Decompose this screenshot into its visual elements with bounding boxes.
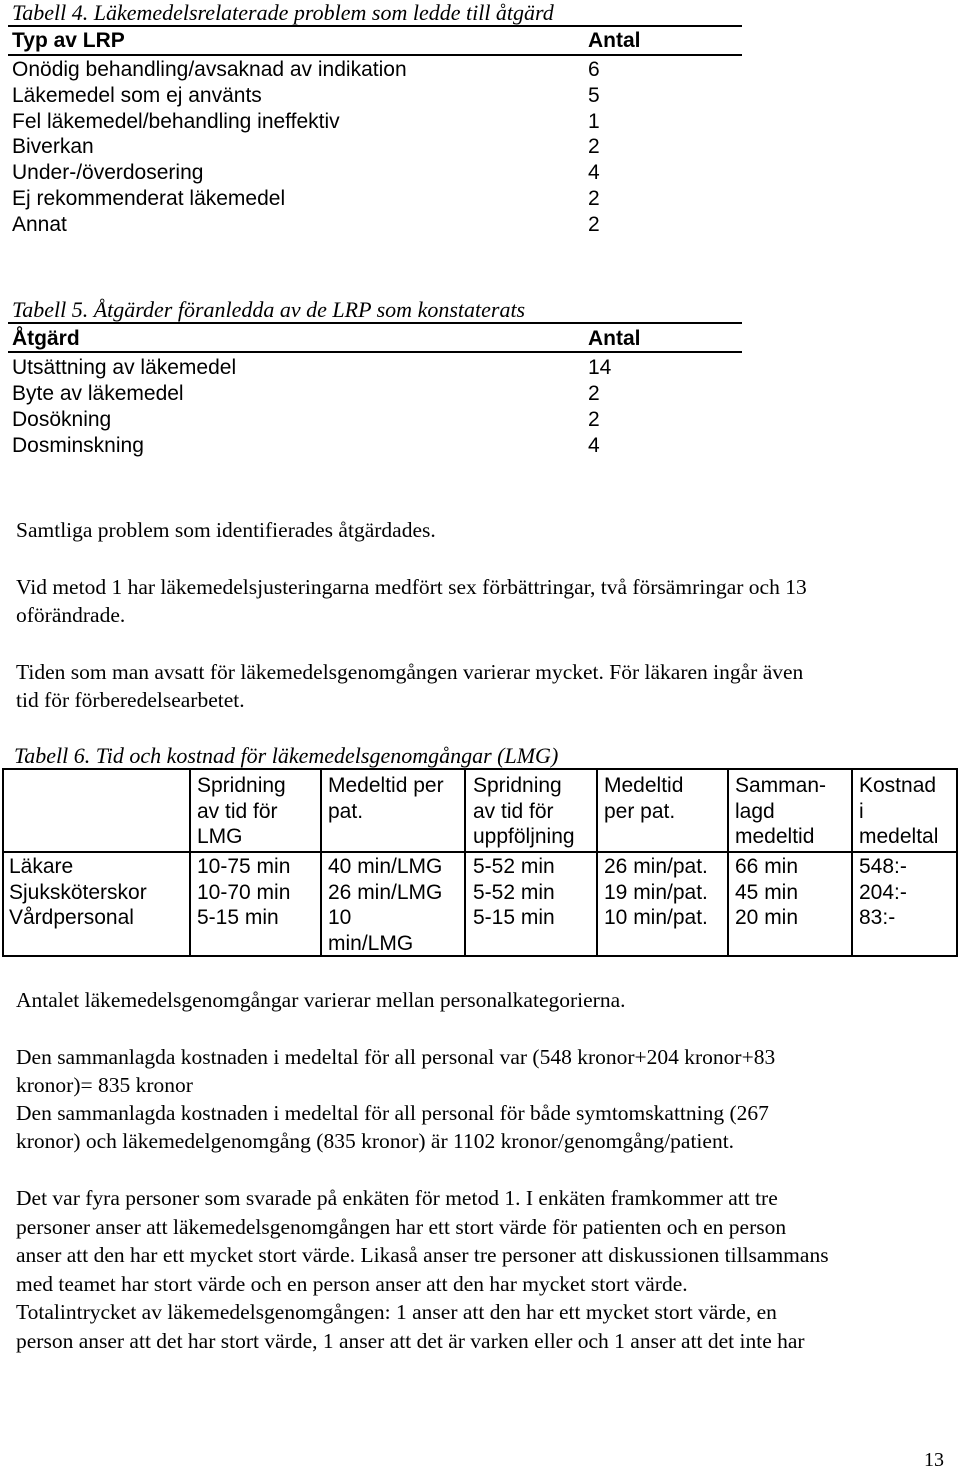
table6-bottom-border — [2, 955, 958, 957]
table4-row-value: 5 — [588, 84, 600, 107]
cell-value: 26 min/LMG — [328, 880, 443, 904]
paragraph-survey-line1: Det var fyra personer som svarade på enkäten för metod 1. I enkäten framkommer att tre — [16, 1186, 778, 1210]
role-label: Vårdpersonal — [9, 906, 134, 929]
table5-header-rule — [8, 351, 742, 353]
page-number: 13 — [924, 1449, 944, 1471]
paragraph-survey-line6: person anser att det har stort värde, 1 anser att det är varken eller och 1 anser att det inte har — [16, 1329, 805, 1353]
header-line: av tid för — [197, 799, 278, 823]
table4-top-rule — [8, 25, 742, 27]
table4-header-count: Antal — [588, 29, 641, 52]
table6-header-cell — [328, 773, 444, 824]
cell-value: 5-52 min — [473, 880, 555, 904]
table6-col-border — [727, 768, 729, 957]
header-line: Spridning — [473, 774, 562, 797]
cell-value: 5-15 min — [197, 906, 279, 929]
paragraph-survey-line4: med teamet har stort värde och en person anser att den har mycket stort värde. — [16, 1272, 688, 1296]
table4-row-label: Onödig behandling/avsaknad av indikation — [12, 58, 407, 81]
table4-row-value: 2 — [588, 213, 600, 236]
cell-value: 66 min — [735, 855, 799, 878]
table6-spread-lmg-cell — [197, 854, 290, 931]
table5-row-label: Dosminskning — [12, 434, 144, 457]
cell-value: 10 min/pat. — [604, 906, 708, 929]
cell-value: 10 — [328, 906, 352, 929]
table6-mean-cost-cell — [859, 854, 907, 931]
table6-roles-cell — [9, 854, 147, 931]
table4-row-value: 1 — [588, 110, 600, 133]
table5-row-value: 2 — [588, 382, 600, 405]
paragraph-survey-line2: personer anser att läkemedelsgenomgången har ett stort värde för patienten och en person — [16, 1215, 787, 1239]
table6-header-cell — [197, 773, 286, 850]
header-line: pat. — [328, 799, 364, 823]
paragraph-time-line1: Tiden som man avsatt för läkemedelsgenomgången varierar mycket. För läkaren ingår även — [16, 660, 804, 684]
table4-row-label: Annat — [12, 213, 67, 236]
table6-col-border — [851, 768, 853, 957]
paragraph-all-resolved: Samtliga problem som identifierades åtgärdades. — [16, 518, 436, 542]
cell-value: min/LMG — [328, 931, 414, 955]
table5-caption: Tabell 5. Åtgärder föranledda av de LRP som konstaterats — [12, 297, 526, 322]
paragraph-lmg-varies: Antalet läkemedelsgenomgångar varierar mellan personalkategorierna. — [16, 988, 626, 1012]
table4-row-value: 2 — [588, 187, 600, 210]
paragraph-cost-line2: kronor)= 835 kronor — [16, 1073, 193, 1097]
paragraph-method1-line1: Vid metod 1 har läkemedelsjusteringarna medfört sex förbättringar, två försämringar och 13 — [16, 575, 807, 599]
table4-row-value: 2 — [588, 135, 600, 158]
header-line: Spridning — [197, 774, 286, 797]
header-line: i — [859, 799, 864, 823]
table5-row-label: Utsättning av läkemedel — [12, 356, 237, 379]
header-line: Medeltid per — [328, 774, 444, 797]
cell-value: 5-52 min — [473, 855, 555, 878]
table6-col-border — [189, 768, 191, 957]
cell-value: 10-75 min — [197, 855, 291, 878]
table4-header-rule — [8, 54, 742, 56]
cell-value: 19 min/pat. — [604, 880, 708, 904]
cell-value: 10-70 min — [197, 880, 291, 904]
paragraph-survey-line5: Totalintrycket av läkemedelsgenomgången: 1 anser att den har ett mycket stort värde, en — [16, 1300, 777, 1324]
cell-value: 83:- — [859, 906, 896, 929]
paragraph-method1-line2: oförändrade. — [16, 603, 126, 627]
table6-col-border — [464, 768, 466, 957]
paragraph-cost-line1: Den sammanlagda kostnaden i medeltal för all personal var (548 kronor+204 kronor+83 — [16, 1045, 776, 1069]
table6-col-border — [956, 768, 958, 957]
header-line: per pat. — [604, 799, 676, 823]
table6-col-border — [320, 768, 322, 957]
table6-caption: Tabell 6. Tid och kostnad för läkemedelsgenomgångar (LMG) — [14, 743, 559, 768]
table5-row-value: 4 — [588, 434, 600, 457]
paragraph-survey-line3: anser att den har ett mycket stort värde. Likaså anser tre personer att diskussionen tillsammans — [16, 1243, 829, 1267]
table6-header-cell — [735, 773, 826, 850]
table4-row-label: Fel läkemedel/behandling ineffektiv — [12, 110, 340, 133]
table6-top-border — [2, 768, 958, 770]
role-label: Läkare — [9, 855, 74, 878]
table5-top-rule — [8, 322, 742, 324]
cell-value: 204:- — [859, 880, 907, 904]
table6-header-cell — [473, 773, 575, 850]
header-line: LMG — [197, 825, 243, 848]
table6-col-border — [596, 768, 598, 957]
paragraph-time-line2: tid för förberedelsearbetet. — [16, 688, 245, 712]
table4-row-label: Ej rekommenderat läkemedel — [12, 187, 286, 210]
table6-col-border — [2, 768, 4, 957]
cell-value: 548:- — [859, 855, 907, 878]
header-line: Samman- — [735, 774, 827, 797]
header-line: av tid för — [473, 799, 554, 823]
table4-row-value: 6 — [588, 58, 600, 81]
table5-row-label: Byte av läkemedel — [12, 382, 184, 405]
header-line: Kostnad — [859, 774, 937, 797]
table6-spread-followup-cell — [473, 854, 555, 931]
cell-value: 26 min/pat. — [604, 855, 708, 878]
table5-row-label: Dosökning — [12, 408, 112, 431]
cell-value: 45 min — [735, 880, 799, 904]
header-line: medeltal — [859, 825, 939, 848]
table5-row-value: 14 — [588, 356, 612, 379]
table6-combined-mean-cell — [735, 854, 798, 931]
table4-caption: Tabell 4. Läkemedelsrelaterade problem som ledde till åtgärd — [12, 0, 554, 25]
table5-header-count: Antal — [588, 327, 641, 350]
table4-row-label: Under-/överdosering — [12, 161, 204, 184]
cell-value: 20 min — [735, 906, 799, 929]
table4-row-label: Biverkan — [12, 135, 94, 158]
role-label: Sjuksköterskor — [9, 880, 147, 904]
table6-header-cell — [604, 773, 683, 824]
paragraph-total-cost-line1: Den sammanlagda kostnaden i medeltal för all personal för både symtomskattning (267 — [16, 1101, 769, 1125]
header-line: Medeltid — [604, 774, 684, 797]
table5-header-action: Åtgärd — [12, 327, 80, 350]
header-line: lagd — [735, 799, 775, 823]
table5-row-value: 2 — [588, 408, 600, 431]
table4-row-label: Läkemedel som ej använts — [12, 84, 262, 107]
cell-value: 5-15 min — [473, 906, 555, 929]
cell-value: 40 min/LMG — [328, 855, 443, 878]
table6-header-border — [2, 851, 958, 853]
table6-mean-per-pat-cell — [328, 854, 442, 956]
header-line: uppföljning — [473, 825, 575, 848]
table4-row-value: 4 — [588, 161, 600, 184]
table6-mean-followup-cell — [604, 854, 708, 931]
header-line: medeltid — [735, 825, 815, 848]
table6-header-cell — [859, 773, 938, 850]
table4-header-type: Typ av LRP — [12, 29, 125, 52]
paragraph-total-cost-line2: kronor) och läkemedelgenomgång (835 kronor) är 1102 kronor/genomgång/patient. — [16, 1129, 735, 1153]
